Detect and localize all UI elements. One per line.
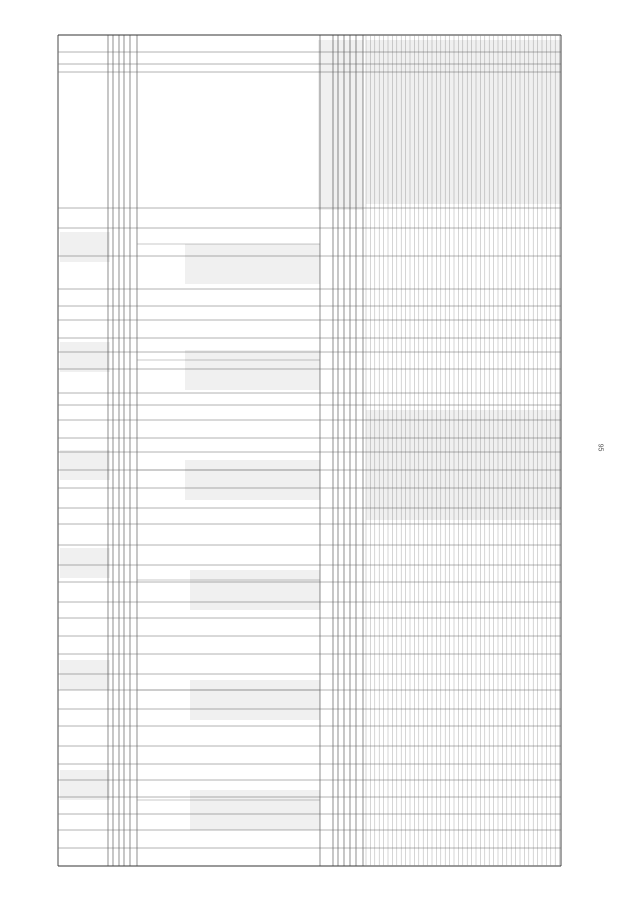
- illegible-text-block: [60, 450, 110, 480]
- illegible-text-block: [185, 244, 320, 284]
- illegible-text-block: [60, 232, 110, 262]
- illegible-text-block: [60, 660, 110, 690]
- illegible-text-block: [318, 40, 363, 210]
- illegible-text-block: [185, 350, 320, 390]
- illegible-text-block: [60, 770, 110, 800]
- illegible-text-block: [190, 680, 320, 720]
- illegible-text-block: [60, 342, 110, 372]
- illegible-text-block: [190, 570, 320, 610]
- illegible-text-block: [366, 410, 561, 520]
- page-number: 95: [596, 443, 604, 452]
- illegible-text-block: [190, 790, 320, 830]
- illegible-text-block: [60, 548, 110, 578]
- illegible-text-block: [185, 460, 320, 500]
- illegible-text-block: [366, 40, 561, 204]
